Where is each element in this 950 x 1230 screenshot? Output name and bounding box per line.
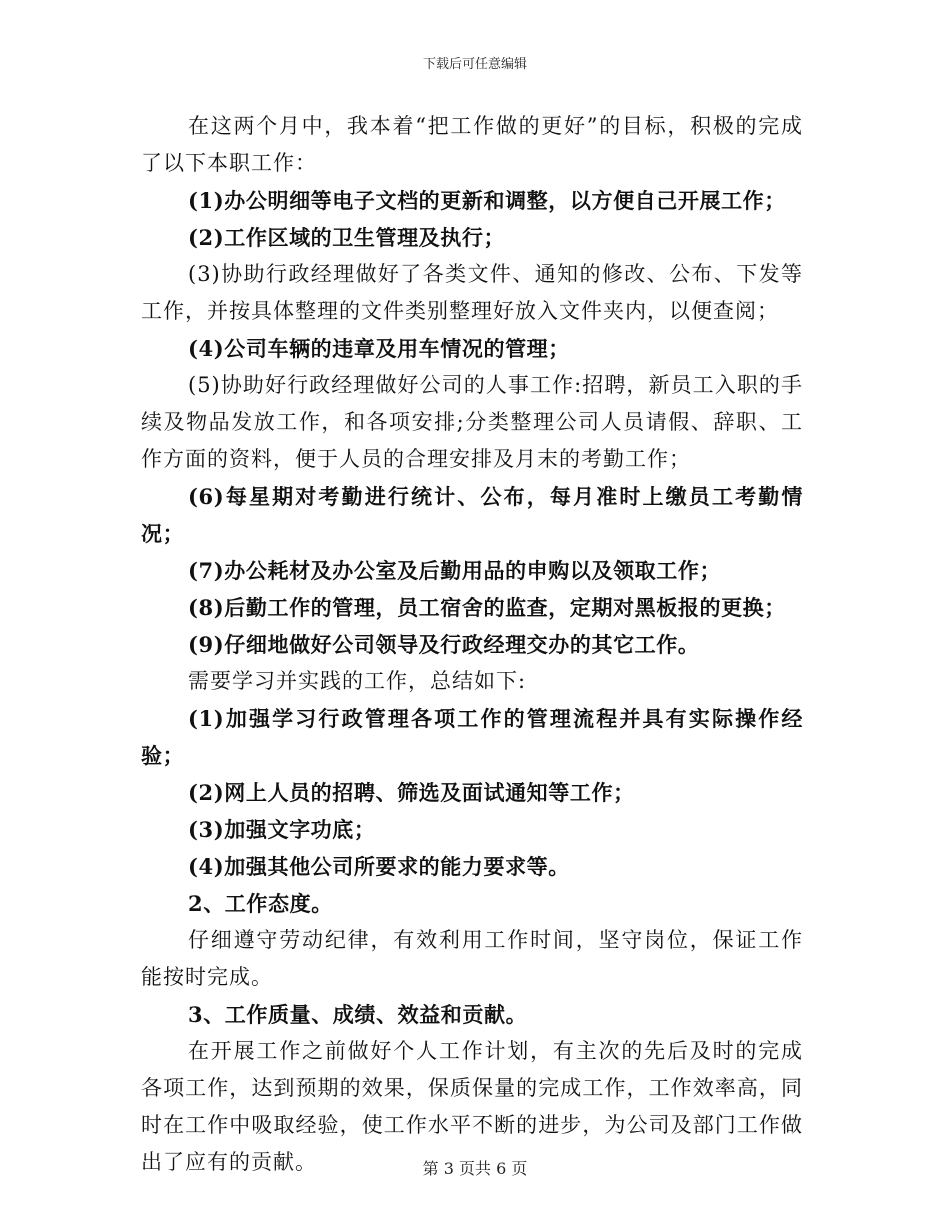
list-item: (8)后勤工作的管理，员工宿舍的监查，定期对黑板报的更换； [188, 595, 786, 620]
section-heading-quality: 3、工作质量、成绩、效益和贡献。 [188, 1002, 528, 1027]
list-item: (1)加强学习行政管理各项工作的管理流程并具有实际操作经验； [141, 706, 803, 768]
list-item: (5)协助好行政经理做好公司的人事工作:招聘，新员工入职的手续及物品发放工作，和各项安排;分类整理公司人员请假、辞职、工作方面的资料，便于人员的合理安排及月末的考勤工作； [141, 373, 803, 471]
list-item: (9)仔细地做好公司领导及行政经理交办的其它工作。 [188, 632, 700, 657]
list-item: (2)工作区域的卫生管理及执行； [188, 225, 506, 250]
paragraph-quality: 在开展工作之前做好个人工作计划，有主次的先后及时的完成各项工作，达到预期的效果，保质保量的完成工作，工作效率高，同时在工作中吸取经验，使工作水平不断的进步，为公司及部门工作做出了应有的贡献。 [141, 1039, 803, 1174]
list-item: (1)办公明细等电子文档的更新和调整，以方便自己开展工作； [188, 188, 786, 213]
list-item: (7)办公耗材及办公室及后勤用品的申购以及领取工作； [188, 558, 722, 583]
list-item: (4)加强其他公司所要求的能力要求等。 [188, 854, 570, 879]
page-footer: 第 3 页共 6 页 [422, 1159, 528, 1178]
section-heading-attitude: 2、工作态度。 [188, 891, 333, 916]
list-item: (2)网上人员的招聘、筛选及面试通知等工作； [188, 780, 635, 805]
list-item: (6)每星期对考勤进行统计、公布，每月准时上缴员工考勤情况； [141, 484, 803, 546]
page-header: 下载后可任意编辑 [422, 57, 527, 72]
paragraph-intro: 在这两个月中，我本着“把工作做的更好”的目标，积极的完成了以下本职工作： [141, 114, 803, 175]
list-item: (3)加强文字功底； [188, 817, 376, 842]
list-item: (3)协助行政经理做好了各类文件、通知的修改、公布、下发等工作，并按具体整理的文件类别整理好放入文件夹内，以便查阅； [141, 262, 803, 323]
document-body [141, 108, 803, 1181]
paragraph-learning-intro: 需要学习并实践的工作，总结如下: [188, 669, 527, 693]
paragraph-attitude: 仔细遵守劳动纪律，有效利用工作时间，坚守岗位，保证工作能按时完成。 [141, 928, 803, 989]
list-item: (4)公司车辆的违章及用车情况的管理； [188, 336, 570, 361]
